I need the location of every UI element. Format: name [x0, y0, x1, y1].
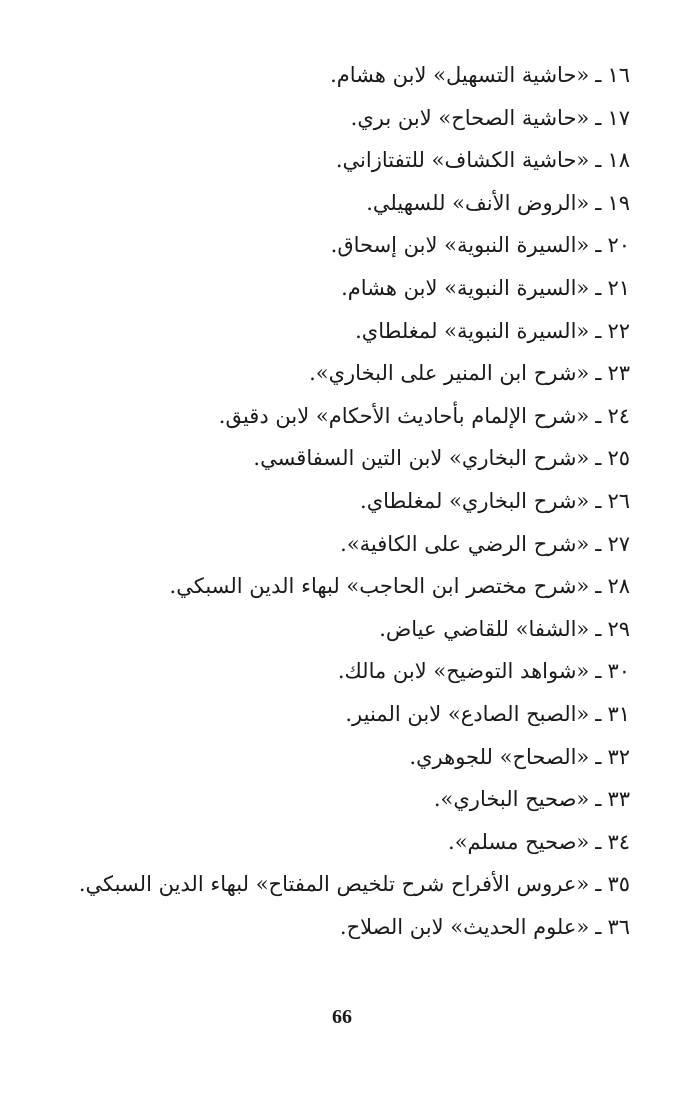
- item-text: «الروض الأنف» للسهيلي.: [366, 190, 590, 215]
- item-separator: ـ: [595, 63, 602, 87]
- item-separator: ـ: [595, 914, 602, 939]
- item-separator: ـ: [595, 148, 602, 173]
- item-text: «عروس الأفراح شرح تلخيص المفتاح» لبهاء الدين السبكي.: [78, 872, 590, 897]
- list-item: [50, 224, 630, 267]
- reference-list: [50, 54, 630, 948]
- item-number: ٢٨: [607, 574, 630, 599]
- item-text: «شواهد التوضيح» لابن مالك.: [337, 659, 590, 684]
- item-number: ٢٠: [607, 233, 630, 258]
- item-separator: ـ: [595, 872, 602, 897]
- item-separator: ـ: [595, 361, 602, 386]
- list-item: [50, 267, 630, 310]
- list-item: [50, 821, 630, 864]
- item-separator: ـ: [595, 318, 602, 343]
- item-separator: ـ: [595, 829, 602, 854]
- item-separator: ـ: [595, 574, 602, 599]
- item-number: ٢٥: [607, 446, 630, 471]
- item-separator: ـ: [595, 446, 602, 471]
- item-number: ٢٦: [607, 488, 630, 513]
- item-text: «شرح مختصر ابن الحاجب» لبهاء الدين السبكي.: [169, 574, 590, 599]
- item-text: «علوم الحديث» لابن الصلاح.: [339, 914, 590, 939]
- item-text: «الصبح الصادع» لابن المنير.: [345, 701, 590, 726]
- item-number: ٣١: [607, 701, 630, 726]
- item-separator: ـ: [595, 105, 602, 130]
- list-item: [50, 608, 630, 651]
- item-separator: ـ: [595, 744, 602, 769]
- item-separator: ـ: [595, 403, 602, 428]
- item-number: ٢٤: [607, 403, 630, 428]
- list-item: [50, 395, 630, 438]
- item-text: «السيرة النبوية» لابن إسحاق.: [330, 233, 590, 258]
- item-number: ١٨: [607, 148, 630, 173]
- list-item: [50, 54, 630, 97]
- item-separator: ـ: [595, 616, 602, 641]
- list-item: [50, 906, 630, 949]
- item-text: «شرح الإلمام بأحاديث الأحكام» لابن دقيق.: [218, 403, 590, 428]
- item-separator: ـ: [595, 787, 602, 812]
- item-separator: ـ: [595, 275, 602, 300]
- list-item: [50, 97, 630, 140]
- item-text: «الشفا» للقاضي عياض.: [379, 616, 590, 641]
- item-text: «صحيح مسلم».: [448, 829, 590, 854]
- item-text: «شرح ابن المنير على البخاري».: [309, 361, 590, 386]
- item-number: ٣٦: [607, 914, 630, 939]
- item-text: «حاشية الكشاف» للتفتازاني.: [335, 148, 590, 173]
- list-item: [50, 480, 630, 523]
- list-item: [50, 139, 630, 182]
- item-text: «حاشية الصحاح» لابن بري.: [350, 105, 590, 130]
- list-item: [50, 523, 630, 566]
- item-text: «شرح البخاري» لابن التين السفاقسي.: [253, 446, 590, 471]
- item-number: ١٩: [607, 190, 630, 215]
- item-separator: ـ: [595, 488, 602, 513]
- item-text: «صحيح البخاري».: [433, 787, 590, 812]
- item-separator: ـ: [595, 190, 602, 215]
- list-item: [50, 778, 630, 821]
- item-separator: ـ: [595, 233, 602, 258]
- item-text: «السيرة النبوية» لابن هشام.: [341, 275, 590, 300]
- list-item: [50, 310, 630, 353]
- item-number: ٢٧: [607, 531, 630, 556]
- item-number: ٣٤: [607, 829, 630, 854]
- item-number: ٣٥: [607, 872, 630, 897]
- item-text: «شرح الرضي على الكافية».: [340, 531, 590, 556]
- list-item: [50, 437, 630, 480]
- item-number: ١٦: [607, 63, 630, 87]
- item-number: ١٧: [607, 105, 630, 130]
- page-number: 66: [332, 1006, 352, 1028]
- list-item: [50, 182, 630, 225]
- item-text: «شرح البخاري» لمغلطاي.: [360, 488, 590, 513]
- list-item: [50, 650, 630, 693]
- item-separator: ـ: [595, 701, 602, 726]
- item-separator: ـ: [595, 531, 602, 556]
- item-number: ٢١: [607, 275, 630, 300]
- item-text: «حاشية التسهيل» لابن هشام.: [330, 63, 590, 87]
- item-text: «الصحاح» للجوهري.: [409, 744, 590, 769]
- list-item: [50, 565, 630, 608]
- list-item: [50, 693, 630, 736]
- item-number: ٣٢: [607, 744, 630, 769]
- list-item: [50, 736, 630, 779]
- item-number: ٢٣: [607, 361, 630, 386]
- item-text: «السيرة النبوية» لمغلطاي.: [355, 318, 590, 343]
- item-separator: ـ: [595, 659, 602, 684]
- item-number: ٢٩: [607, 616, 630, 641]
- item-number: ٣٣: [607, 787, 630, 812]
- list-item: [50, 863, 630, 906]
- item-number: ٢٢: [607, 318, 630, 343]
- list-item: [50, 352, 630, 395]
- item-number: ٣٠: [607, 659, 630, 684]
